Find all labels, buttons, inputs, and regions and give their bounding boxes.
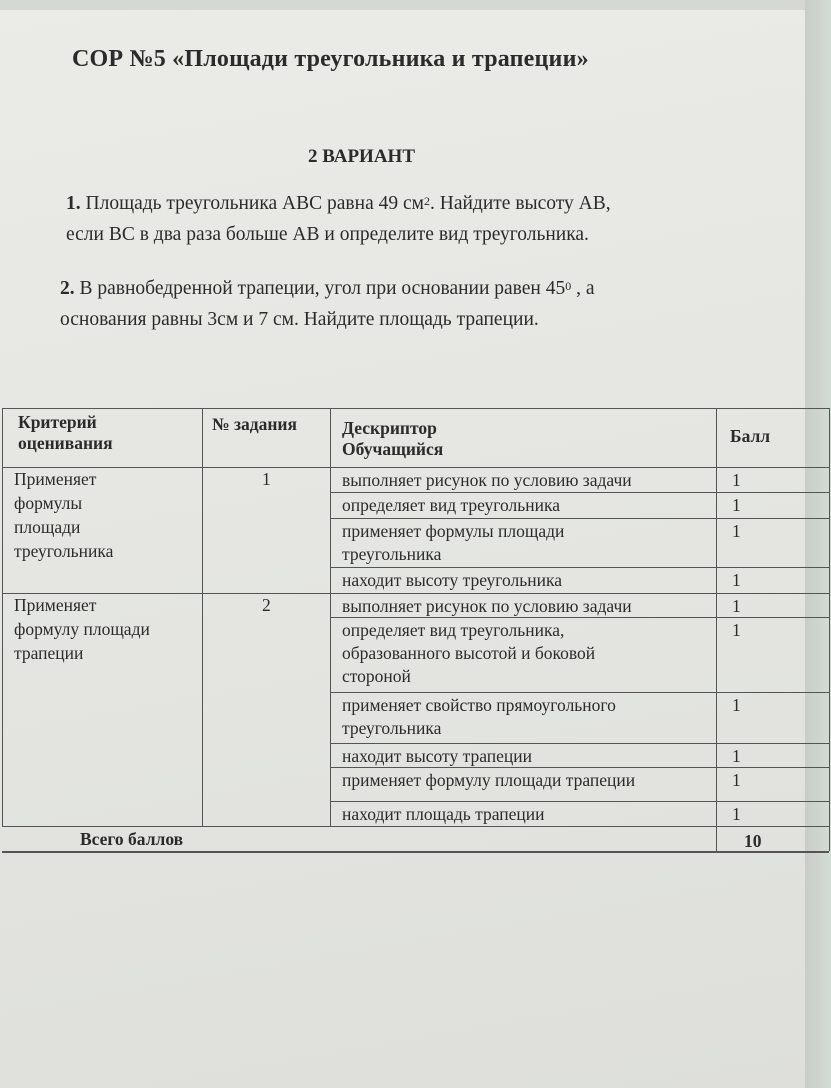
score-cell: 1 bbox=[732, 596, 741, 616]
row-divider bbox=[330, 518, 829, 519]
descriptor-text: треугольника bbox=[342, 718, 442, 738]
score-cell: 1 bbox=[732, 695, 741, 715]
variant-heading: 2 ВАРИАНТ bbox=[308, 146, 416, 167]
row-divider bbox=[330, 743, 829, 744]
score-cell: 1 bbox=[732, 620, 741, 640]
total-value: 10 bbox=[744, 831, 762, 851]
criterion-text: формулы bbox=[14, 493, 83, 513]
task-2-superscript: 0 bbox=[565, 279, 572, 293]
task-1-text-a: Площадь треугольника ABC равна 49 см bbox=[80, 193, 424, 214]
criterion-text: Применяет bbox=[14, 469, 97, 489]
descriptor-text: стороной bbox=[342, 666, 411, 686]
row-divider bbox=[330, 593, 829, 594]
row-divider bbox=[330, 801, 829, 802]
header-criterion: Критерий bbox=[18, 412, 97, 432]
row-divider bbox=[330, 767, 829, 768]
table-top-border bbox=[2, 408, 829, 409]
row-divider bbox=[330, 567, 829, 568]
score-cell: 1 bbox=[732, 804, 741, 824]
header-task-number: № задания bbox=[212, 414, 297, 434]
col-divider-1 bbox=[202, 408, 203, 826]
task-2-text-b: , а bbox=[571, 278, 595, 299]
descriptor-text: применяет формулу площади трапеции bbox=[342, 770, 636, 790]
task-2-line-1 bbox=[60, 273, 800, 304]
col-divider-3 bbox=[716, 408, 717, 851]
task-2 bbox=[60, 273, 800, 335]
score-cell: 1 bbox=[732, 570, 741, 590]
group-divider bbox=[2, 593, 330, 594]
task-2-line-2: основания равны 3см и 7 см. Найдите площадь трапеции. bbox=[60, 309, 539, 330]
table-right-border bbox=[829, 408, 830, 851]
criterion-text: Применяет bbox=[14, 595, 97, 615]
header-score: Балл bbox=[730, 426, 771, 446]
descriptor-text: находит высоту треугольника bbox=[342, 570, 563, 590]
header-descriptor: Обучащийся bbox=[342, 439, 444, 459]
criterion-text: площади bbox=[14, 517, 81, 537]
page-title: СОР №5 «Площади треугольника и трапеции» bbox=[72, 46, 589, 72]
criterion-text: трапеции bbox=[14, 643, 84, 663]
criterion-text: треугольника bbox=[14, 541, 114, 561]
header-criterion: оценивания bbox=[18, 433, 113, 453]
score-cell: 1 bbox=[732, 770, 741, 790]
task-1-number: 1. bbox=[66, 193, 81, 214]
descriptor-text: выполняет рисунок по условию задачи bbox=[342, 596, 632, 616]
task-1-superscript: 2 bbox=[423, 194, 430, 208]
total-bottom-border bbox=[2, 851, 829, 853]
row-divider bbox=[330, 617, 829, 618]
total-label: Всего баллов bbox=[80, 829, 184, 849]
page-top-edge bbox=[0, 0, 831, 10]
descriptor-text: находит высоту трапеции bbox=[342, 746, 532, 766]
table-left-border bbox=[2, 408, 3, 826]
criteria-table bbox=[0, 408, 831, 858]
task-2-text-a: В равнобедренной трапеции, угол при основании равен 45 bbox=[74, 278, 566, 299]
descriptor-text: треугольника bbox=[342, 544, 442, 564]
task-2-number: 2. bbox=[60, 278, 75, 299]
criterion-text: формулу площади bbox=[14, 619, 150, 639]
total-top-border bbox=[2, 826, 829, 827]
descriptor-text: образованного высотой и боковой bbox=[342, 643, 596, 663]
task-1-line-1 bbox=[66, 188, 796, 219]
task-number-cell: 1 bbox=[262, 469, 271, 489]
row-divider bbox=[330, 492, 829, 493]
task-1 bbox=[66, 188, 796, 250]
task-1-text-b: . Найдите высоту AB, bbox=[429, 193, 611, 214]
descriptor-text: применяет формулы площади bbox=[342, 521, 565, 541]
descriptor-text: выполняет рисунок по условию задачи bbox=[342, 470, 632, 490]
score-cell: 1 bbox=[732, 746, 741, 766]
descriptor-text: определяет вид треугольника bbox=[342, 495, 560, 515]
score-cell: 1 bbox=[732, 470, 741, 490]
row-divider bbox=[330, 692, 829, 693]
descriptor-text: определяет вид треугольника, bbox=[342, 620, 565, 640]
task-1-line-2: если BC в два раза больше AB и определите вид треугольника. bbox=[66, 224, 589, 245]
descriptor-text: применяет свойство прямоугольного bbox=[342, 695, 616, 715]
score-cell: 1 bbox=[732, 495, 741, 515]
descriptor-text: находит площадь трапеции bbox=[342, 804, 545, 824]
header-bottom-border bbox=[2, 467, 829, 468]
task-number-cell: 2 bbox=[262, 595, 271, 615]
score-cell: 1 bbox=[732, 521, 741, 541]
header-descriptor: Дескриптор bbox=[342, 418, 437, 438]
